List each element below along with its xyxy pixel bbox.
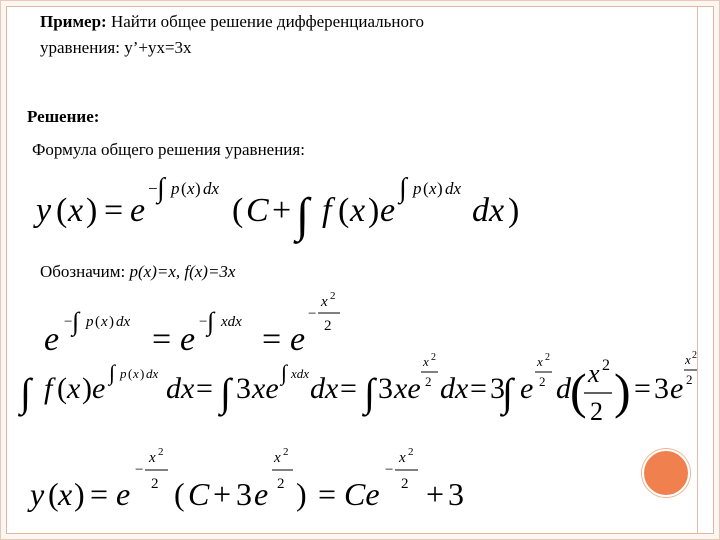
svg-text:=: = <box>340 372 357 405</box>
svg-text:e: e <box>130 192 146 229</box>
svg-text:x: x <box>133 366 139 381</box>
svg-text:3: 3 <box>654 372 669 405</box>
svg-text:x: x <box>58 476 73 512</box>
svg-text:(: ( <box>174 476 185 512</box>
svg-text:e: e <box>670 372 684 405</box>
notation-value: p(x)=x, f(x)=3x <box>129 262 236 281</box>
svg-text:e: e <box>380 192 396 229</box>
svg-text:xdx: xdx <box>221 314 242 330</box>
general-solution-formula <box>33 173 519 244</box>
svg-text:e: e <box>44 321 60 358</box>
svg-text:dx: dx <box>146 366 159 381</box>
svg-text:2: 2 <box>158 446 164 458</box>
example-label: Пример: <box>40 12 107 31</box>
svg-text:2: 2 <box>408 446 414 458</box>
svg-text:dx: dx <box>203 179 220 198</box>
svg-text:d: d <box>556 372 571 405</box>
svg-text:dx: dx <box>310 372 339 405</box>
svg-text:(: ( <box>338 192 350 229</box>
svg-text:+: + <box>213 476 232 512</box>
svg-text:=: = <box>152 321 172 358</box>
svg-text:dx: dx <box>472 192 505 229</box>
svg-text:dx: dx <box>445 179 462 198</box>
svg-text:3: 3 <box>448 476 464 512</box>
svg-text:2: 2 <box>401 476 409 492</box>
svg-text:∫: ∫ <box>220 370 231 415</box>
svg-text:2: 2 <box>539 374 546 389</box>
svg-text:dx: dx <box>116 314 131 330</box>
svg-text:2: 2 <box>330 290 336 302</box>
svg-text:): ) <box>437 179 443 198</box>
svg-text:=: = <box>196 372 213 405</box>
svg-text:2: 2 <box>692 350 697 361</box>
svg-text:x: x <box>67 372 81 405</box>
svg-text:3: 3 <box>236 372 251 405</box>
svg-text:e: e <box>92 372 106 405</box>
notation-prefix: Обозначим: <box>40 262 130 281</box>
svg-text:e: e <box>180 321 196 358</box>
svg-text:): ) <box>368 192 380 229</box>
svg-text:x: x <box>350 192 366 229</box>
svg-text:=: = <box>634 372 651 405</box>
svg-text:x: x <box>321 294 328 310</box>
svg-text:x: x <box>537 354 543 369</box>
svg-text:x: x <box>149 450 156 466</box>
svg-text:(: ( <box>570 363 587 419</box>
svg-text:): ) <box>109 314 114 330</box>
svg-text:=: = <box>470 372 487 405</box>
svg-text:): ) <box>614 363 631 419</box>
svg-text:C: C <box>188 476 210 512</box>
svg-text:2: 2 <box>425 374 432 389</box>
svg-text:∫: ∫ <box>296 189 310 242</box>
solution-label: Решение: <box>27 107 100 126</box>
svg-text:−: − <box>148 179 158 198</box>
svg-text:x: x <box>187 179 195 198</box>
task-line-1: Найти общее решение дифференциального <box>110 12 425 31</box>
svg-text:=: = <box>90 476 109 512</box>
svg-text:+: + <box>272 192 292 229</box>
svg-text:−: − <box>308 306 317 322</box>
svg-text:): ) <box>140 366 145 381</box>
svg-text:(: ( <box>128 366 133 381</box>
svg-text:x: x <box>423 354 429 369</box>
svg-text:Ce: Ce <box>344 476 380 512</box>
svg-text:): ) <box>74 476 85 512</box>
formula-intro: Формула общего решения уравнения: <box>32 140 305 159</box>
svg-text:2: 2 <box>686 372 693 387</box>
svg-text:e: e <box>290 321 306 358</box>
svg-text:∫: ∫ <box>20 370 31 415</box>
svg-text:(: ( <box>56 192 68 229</box>
svg-text:x: x <box>68 192 84 229</box>
svg-text:−: − <box>385 462 394 478</box>
svg-text:=: = <box>318 476 337 512</box>
svg-text:2: 2 <box>324 318 332 334</box>
svg-text:xe: xe <box>252 372 279 405</box>
svg-text:−: − <box>199 314 208 330</box>
svg-text:p: p <box>120 366 127 381</box>
svg-text:∫: ∫ <box>207 307 215 336</box>
svg-text:p: p <box>86 314 94 330</box>
svg-text:(: ( <box>48 476 59 512</box>
svg-text:(: ( <box>232 192 244 229</box>
svg-text:−: − <box>135 462 144 478</box>
svg-text:p: p <box>413 179 422 198</box>
integral-formula <box>17 350 697 426</box>
svg-text:(: ( <box>181 179 187 198</box>
svg-text:2: 2 <box>151 476 159 492</box>
svg-text:2: 2 <box>602 357 610 374</box>
svg-text:xdx: xdx <box>291 366 310 381</box>
svg-text:xe: xe <box>394 372 421 405</box>
svg-text:C: C <box>246 192 269 229</box>
svg-text:=: = <box>262 321 282 358</box>
svg-text:x: x <box>399 450 406 466</box>
svg-text:=: = <box>104 192 124 229</box>
svg-text:y: y <box>30 476 45 512</box>
svg-text:∫: ∫ <box>364 370 375 415</box>
svg-text:x: x <box>685 352 691 367</box>
svg-text:e: e <box>520 372 534 405</box>
svg-text:): ) <box>82 372 92 405</box>
svg-text:2: 2 <box>590 397 603 426</box>
svg-text:−: − <box>64 314 73 330</box>
svg-text:e: e <box>116 476 131 512</box>
svg-text:p: p <box>171 179 180 198</box>
svg-text:): ) <box>296 476 307 512</box>
svg-text:(: ( <box>57 372 67 405</box>
svg-text:2: 2 <box>277 476 285 492</box>
svg-text:f: f <box>44 372 53 405</box>
exponent-formula <box>44 290 340 358</box>
svg-text:): ) <box>195 179 201 198</box>
svg-text:2: 2 <box>283 446 289 458</box>
svg-text:(: ( <box>423 179 429 198</box>
svg-text:dx: dx <box>166 372 195 405</box>
svg-text:∫: ∫ <box>281 360 288 385</box>
svg-text:+: + <box>426 476 445 512</box>
svg-text:): ) <box>508 192 520 229</box>
svg-text:x: x <box>274 450 281 466</box>
svg-text:(: ( <box>95 314 100 330</box>
svg-text:2: 2 <box>431 352 436 363</box>
svg-text:∫: ∫ <box>109 360 116 385</box>
svg-text:dx: dx <box>440 372 469 405</box>
svg-text:e: e <box>254 476 269 512</box>
svg-text:f: f <box>322 192 332 229</box>
svg-text:x: x <box>588 359 600 388</box>
task-line-2: уравнения: y’+yx=3x <box>40 38 192 57</box>
svg-text:∫: ∫ <box>502 370 513 415</box>
svg-text:2: 2 <box>545 352 550 363</box>
svg-text:∫: ∫ <box>72 307 80 336</box>
svg-text:y: y <box>36 192 52 229</box>
svg-text:3: 3 <box>378 372 393 405</box>
svg-text:): ) <box>86 192 98 229</box>
svg-text:∫: ∫ <box>399 173 407 204</box>
svg-text:3: 3 <box>236 476 252 512</box>
final-answer-formula <box>27 446 464 512</box>
svg-text:∫: ∫ <box>157 173 165 204</box>
svg-text:x: x <box>101 314 108 330</box>
svg-text:3: 3 <box>490 372 505 405</box>
svg-text:x: x <box>429 179 437 198</box>
